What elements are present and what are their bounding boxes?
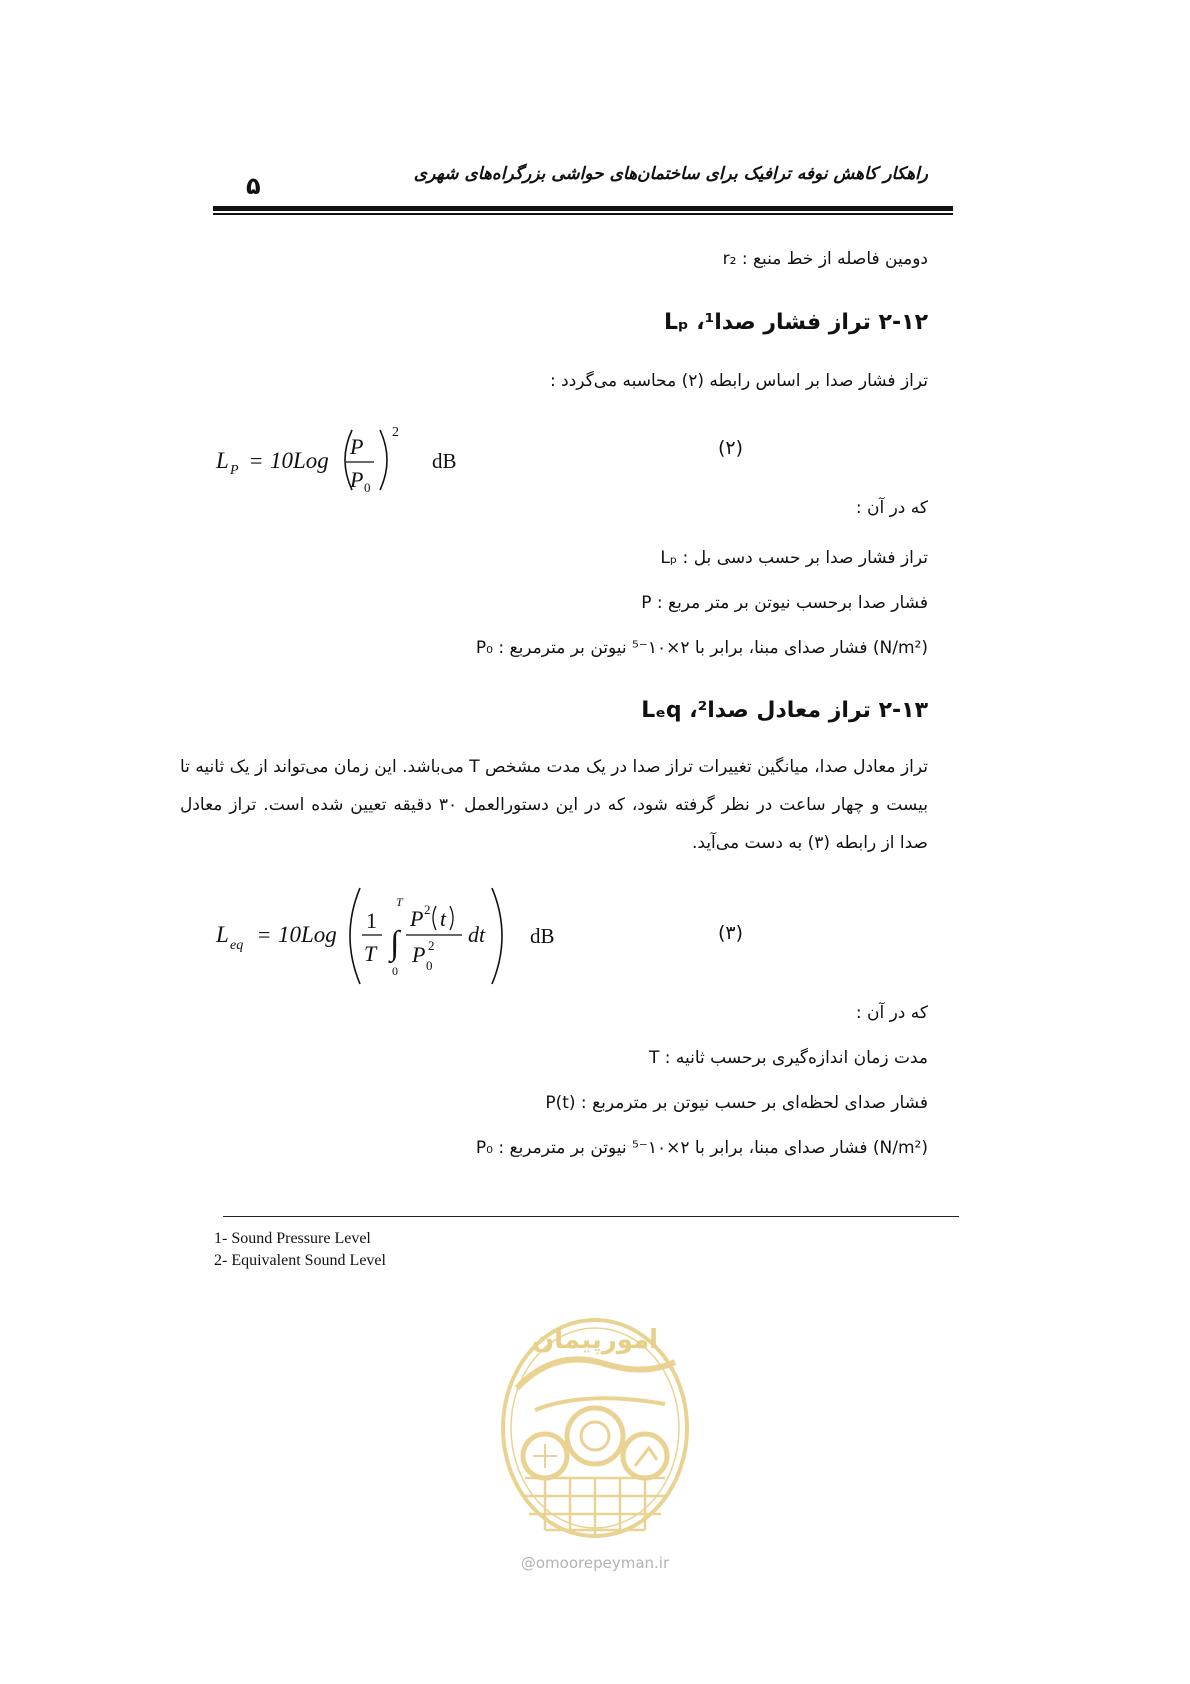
equation-3 (210, 884, 770, 990)
t-definition: T : مدت زمان اندازه‌گیری برحسب ثانیه (648, 1048, 928, 1068)
watermark-seal-icon (495, 1318, 695, 1548)
where-2: که در آن : (855, 1003, 928, 1023)
eq3-num-right-paren (450, 906, 453, 930)
eq3-num-left-paren (433, 906, 436, 930)
eq3-num-P: P (410, 906, 424, 931)
lp-definition: Lₚ : تراز فشار صدا بر حسب دسی بل (660, 548, 928, 568)
eq2-coef: 10Log (270, 448, 329, 473)
eq2-power: 2 (392, 425, 399, 440)
eq2-lhs-sub: P (230, 463, 239, 478)
eq3-upper-limit: T (396, 895, 403, 909)
watermark-caption: @omoorepeyman.ir (520, 1554, 670, 1572)
r2-definition: r₂ : دومین فاصله از خط منبع (722, 249, 928, 269)
eq3-coef: 10Log (278, 922, 337, 947)
section-12-intro: تراز فشار صدا بر اساس رابطه (۲) محاسبه می‌گردد : (550, 371, 928, 391)
eq3-lhs: L (216, 922, 229, 947)
eq3-T: T (364, 941, 377, 966)
section-12-heading: ۲-۱۲ تراز فشار صدا¹، Lₚ (663, 310, 928, 335)
eq2-right-paren (380, 430, 387, 490)
section-13-paragraph: تراز معادل صدا، میانگین تغییرات تراز صدا در یک مدت مشخص T می‌باشد. این زمان می‌تواند از یک ثانیه تا بیست و چهار ساعت در نظر گرفته شود، که در این دستورالعمل ۳۰ دقیقه تعیین شده است. تراز معادل صدا از رابطه (۳) به دست می‌آید. (180, 757, 929, 853)
equation-2 (210, 418, 730, 498)
eq3-num-arg: t (440, 906, 447, 931)
section-13-heading: ۲-۱۳ تراز معادل صدا²، Lₑq (641, 698, 928, 723)
eq2-unit: dB (432, 449, 457, 473)
eq2-denominator-sub: 0 (364, 480, 371, 495)
eq2-lhs: L (216, 448, 229, 473)
eq3-den-sup: 2 (428, 938, 435, 953)
running-title: راهکار کاهش نوفه ترافیک برای ساختمان‌های حواشی بزرگراه‌های شهری (413, 164, 928, 184)
eq3-lhs-sub: eq (230, 938, 244, 953)
eq2-numerator: P (350, 434, 364, 459)
footnote-2: 2- Equivalent Sound Level (214, 1252, 386, 1269)
eq3-right-paren (492, 888, 502, 984)
p0-definition-2: P₀ : فشار صدای مبنا، برابر با ۲×۱۰⁻⁵ نیوتن بر مترمربع (N/m²) (475, 1138, 928, 1158)
header-rule-thin (213, 213, 953, 215)
eq3-number: (۳) (718, 922, 744, 944)
eq3-den-P: P (412, 942, 426, 967)
eq3-den-sub: 0 (426, 958, 433, 973)
pt-definition: P(t) : فشار صدای لحظه‌ای بر حسب نیوتن بر مترمربع (545, 1093, 928, 1113)
eq2-number: (۲) (718, 437, 744, 459)
eq3-unit: dB (530, 924, 555, 948)
p0-definition-1: P₀ : فشار صدای مبنا، برابر با ۲×۱۰⁻⁵ نیوتن بر مترمربع (N/m²) (475, 638, 928, 658)
p-definition: P : فشار صدا برحسب نیوتن بر متر مربع (641, 593, 928, 613)
eq3-lower-limit: 0 (392, 964, 398, 978)
eq3-one: 1 (366, 908, 377, 933)
footnote-rule (223, 1216, 959, 1217)
eq3-equals: = (258, 922, 271, 947)
eq2-denominator: P (350, 467, 364, 492)
eq3-dt: dt (468, 922, 486, 947)
eq3-left-paren (350, 888, 360, 984)
page-number: ۵ (246, 172, 261, 200)
header-rule-thick (213, 206, 953, 211)
eq3-integral-sign: ∫ (390, 925, 400, 962)
eq2-equals: = (250, 448, 263, 473)
where-1: که در آن : (855, 498, 928, 518)
seal-text: امورپیمان (531, 1325, 659, 1355)
footnote-1: 1- Sound Pressure Level (214, 1230, 371, 1247)
eq3-num-sup: 2 (424, 902, 431, 917)
